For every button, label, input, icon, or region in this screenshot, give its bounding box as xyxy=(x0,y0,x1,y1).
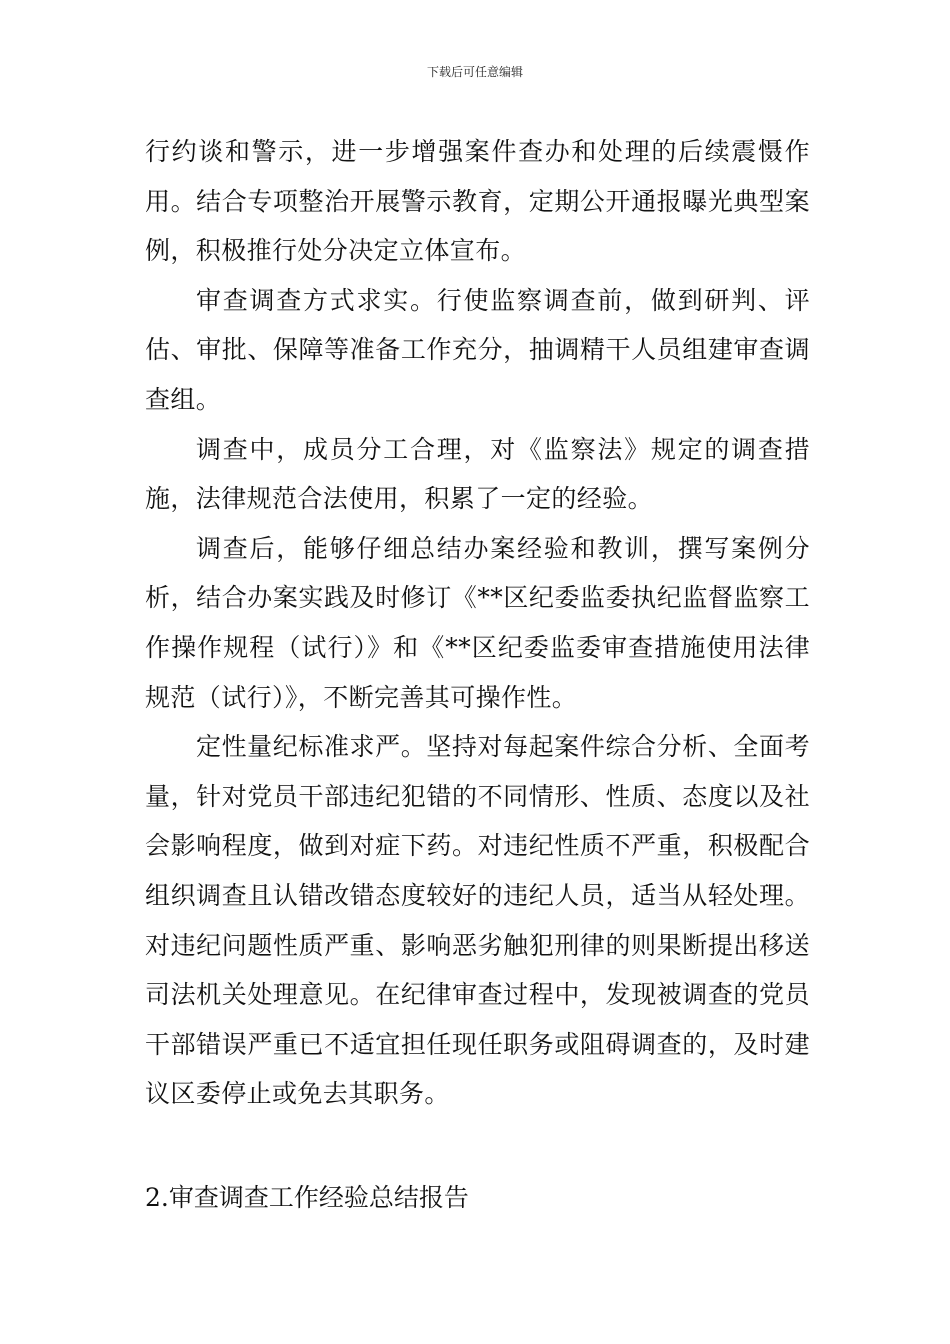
paragraph-after-investigation: 调查后，能够仔细总结办案经验和教训，撰写案例分析，结合办案实践及时修订《**区纪委监委执纪监督监察工作操作规程（试行）》和《**区纪委监委审查措施使用法律规范（试行）》，不断完善其可操作性。 xyxy=(145,533,810,712)
paragraph-investigation-method: 审查调查方式求实。行使监察调查前，做到研判、评估、审批、保障等准备工作充分，抽调精干人员组建审查调查组。 xyxy=(145,285,810,414)
paragraph-disciplinary-standards: 定性量纪标准求严。坚持对每起案件综合分析、全面考量，针对党员干部违纪犯错的不同情形、性质、态度以及社会影响程度，做到对症下药。对违纪性质不严重，积极配合组织调查且认错改错态度较好的违纪人员，适当从轻处理。对违纪问题性质严重、影响恶劣触犯刑律的则果断提出移送司法机关处理意见。在纪律审查过程中，发现被调查的党员干部错误严重已不适宜担任现任职务或阻碍调查的，及时建议区委停止或免去其职务。 xyxy=(145,732,810,1109)
paragraph-warning-education: 行约谈和警示，进一步增强案件查办和处理的后续震慑作用。结合专项整治开展警示教育，定期公开通报曝光典型案例，积极推行处分决定立体宣布。 xyxy=(145,137,810,266)
section-heading: 2.审查调查工作经验总结报告 xyxy=(145,1183,469,1212)
document-body xyxy=(145,127,810,1119)
paragraph-during-investigation: 调查中，成员分工合理，对《监察法》规定的调查措施，法律规范合法使用，积累了一定的经验。 xyxy=(145,434,810,514)
page-header: 下载后可任意编辑 xyxy=(426,65,523,79)
